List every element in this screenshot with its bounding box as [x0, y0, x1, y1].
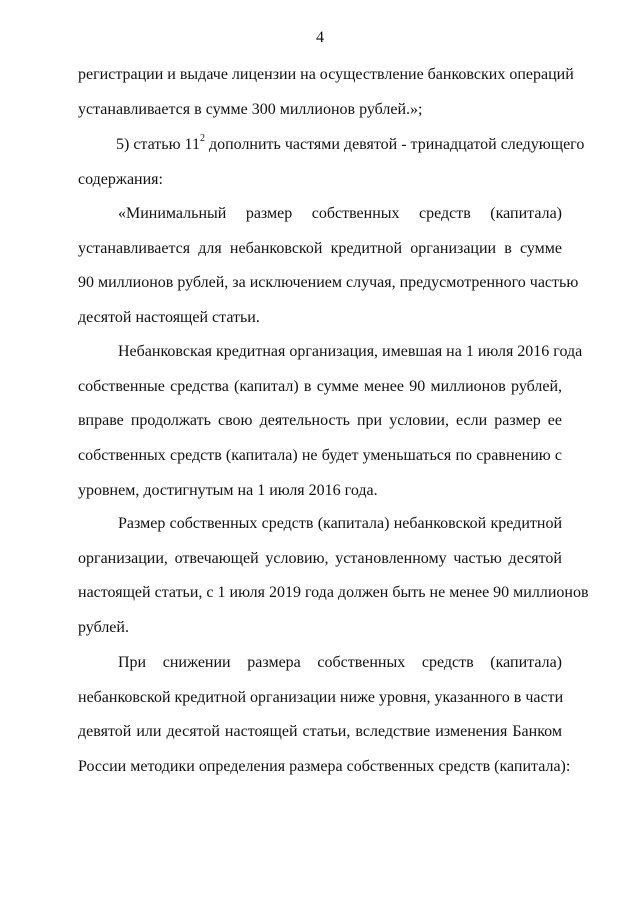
text-line: настоящей статьи, с 1 июля 2019 года должен быть не менее 90 миллионов — [78, 584, 589, 602]
text-line: устанавливается для небанковской кредитной организации в сумме — [78, 239, 562, 257]
text-line: устанавливается в сумме 300 миллионов рублей.»; — [78, 100, 423, 118]
paragraph-6 — [78, 646, 571, 785]
text-line — [78, 128, 585, 163]
text-line: уровнем, достигнутым на 1 июля 2016 года. — [78, 481, 378, 499]
text-line: регистрации и выдаче лицензии на осуществление банковских операций — [78, 66, 574, 83]
text-line: собственные средства (капитал) в сумме менее 90 миллионов рублей, — [78, 377, 562, 395]
text-run: 5) статью 11 — [116, 136, 200, 153]
text-line: собственных средств (капитала) не будет уменьшаться по сравнению с — [78, 447, 562, 465]
text-line: организации, отвечающей условию, установленному частью десятой — [78, 549, 562, 567]
paragraph-4 — [78, 335, 583, 508]
text-line: небанковской кредитной организации ниже уровня, указанного в части — [78, 688, 564, 706]
text-line: десятой настоящей статьи. — [78, 309, 260, 327]
paragraph-5 — [78, 507, 589, 646]
page-number: 4 — [316, 29, 324, 46]
text-line: Небанковская кредитная организация, имевшая на 1 июля 2016 года — [118, 343, 583, 360]
text-run: дополнить частями девятой - тринадцатой следующего — [204, 136, 585, 153]
paragraph-2 — [78, 128, 585, 197]
text-line: вправе продолжать свою деятельность при условии, если размер ее — [78, 412, 562, 430]
text-line: «Минимальный размер собственных средств (капитала) — [118, 205, 562, 222]
text-line: 90 миллионов рублей, за исключением случая, предусмотренного частью — [78, 274, 579, 292]
text-line: Размер собственных средств (капитала) небанковской кредитной — [118, 515, 562, 532]
paragraph-1 — [78, 58, 574, 127]
text-line: России методики определения размера собственных средств (капитала): — [78, 758, 571, 776]
text-line: При снижении размера собственных средств (капитала) — [118, 654, 562, 671]
paragraph-3 — [78, 197, 579, 336]
text-line: девятой или десятой настоящей статьи, вследствие изменения Банком — [78, 723, 562, 741]
text-line: рублей. — [78, 619, 129, 637]
text-line: содержания: — [78, 170, 163, 188]
superscript: 2 — [199, 132, 205, 144]
